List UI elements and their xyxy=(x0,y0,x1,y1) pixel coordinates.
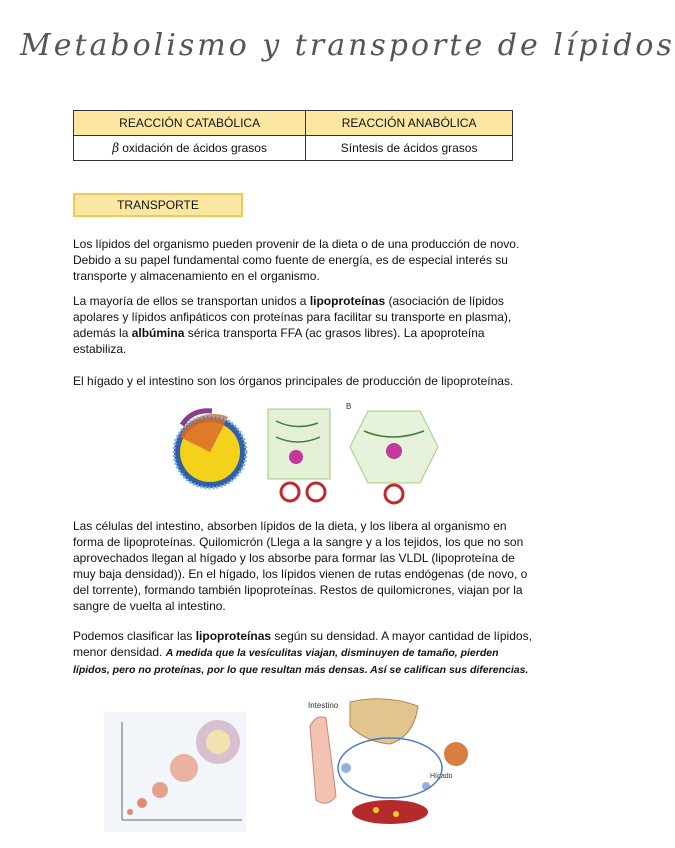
ldl-particle-icon xyxy=(137,798,147,808)
paragraph-intestine-liver: Las células del intestino, absorben lípidos de la dieta, y los libera al organismo en forma de lipoproteínas. Quilomicrón (Llega a la sangre y a los tejidos, los que no son aprovechados llegan al hígado y los absorbe para formar las VLDL (lipoproteína de muy baja densidad)). En el hígado, los lípidos vienen de rutas endógenas (de novo, o del torrente), formando también lipoproteínas. Restos de quilomicrones, viajan por la sangre de vuelta al intestino. xyxy=(73,519,528,613)
idl-particle-icon xyxy=(152,782,168,798)
hdl-particle-icon xyxy=(127,809,133,815)
header-anabolic: REACCIÓN ANABÓLICA xyxy=(306,111,513,136)
section-badge-transporte: TRANSPORTE xyxy=(73,193,243,217)
transport-cycle-figure xyxy=(306,696,474,834)
capillary-icon xyxy=(352,800,428,824)
table-header-row xyxy=(74,111,513,136)
lipoprotein-dot-icon xyxy=(422,782,430,790)
intestine-label: Intestino xyxy=(308,701,339,710)
catabolic-text: oxidación de ácidos grasos xyxy=(122,141,267,155)
lipoprotein-dot-icon xyxy=(341,763,351,773)
bold-lipoproteinas: lipoproteínas xyxy=(309,294,386,308)
text-span: La mayoría de ellos se transportan unidos a xyxy=(73,294,310,308)
paragraph-lipoproteins xyxy=(73,293,533,357)
beta-symbol: β xyxy=(112,141,120,155)
bold-albumina: albúmina xyxy=(131,326,185,340)
text-span: Podemos clasificar las xyxy=(73,629,196,643)
reaction-table xyxy=(73,110,513,161)
header-catabolic: REACCIÓN CATABÓLICA xyxy=(74,111,306,136)
text-span: según su densidad. A mayor cantidad de lípidos, menor densidad. xyxy=(73,629,532,659)
cell-anabolic: Síntesis de ácidos grasos xyxy=(306,136,513,161)
page-title: Metabolismo y transporte de lípidos xyxy=(20,28,675,63)
density-size-figure xyxy=(104,712,246,832)
paragraph-classification xyxy=(73,628,533,678)
panel-b-label: B xyxy=(346,402,352,411)
cell-catabolic xyxy=(74,136,306,161)
paragraph-origin: Los lípidos del organismo pueden provenir de la dieta o de una producción de novo. Debido a su papel fundamental como fuente de energía, es de especial interés su transporte y almacenamiento en el organismo. xyxy=(73,237,520,283)
table-row xyxy=(74,136,513,161)
paragraph-organs: El hígado y el intestino son los órganos principales de producción de lipoproteínas. xyxy=(73,374,514,388)
text-span: sérica transporta FFA (ac grasos libres). La apoproteína estabiliza. xyxy=(73,326,485,356)
liver-label: Hígado xyxy=(430,773,453,780)
italic-note: A medida que la vesículitas viajan, disminuyen de tamaño, pierden lípidos, pero no proteínas, por lo que resultan más densas. Así se califican sus diferencias. xyxy=(73,647,529,676)
lipoprotein-cells-figure xyxy=(168,397,443,507)
bold-lipoproteinas: lipoproteínas xyxy=(195,629,272,643)
text-span: (asociación de lípidos apolares y lípidos anfipáticos con proteínas para facilitar su transporte en plasma), además la xyxy=(73,294,512,340)
vldl-particle-icon xyxy=(170,754,198,782)
